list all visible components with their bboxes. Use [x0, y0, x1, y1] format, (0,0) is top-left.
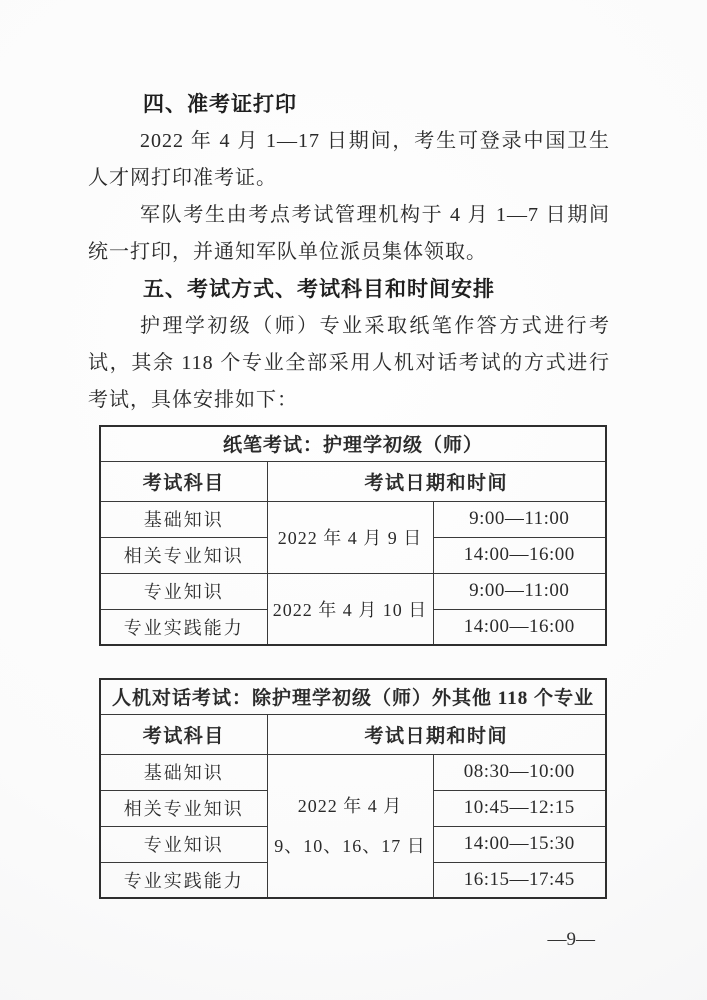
paragraph-exam-method: 护理学初级（师）专业采取纸笔作答方式进行考试，其余 118 个专业全部采用人机对话考试的方式进行考试，具体安排如下：	[88, 315, 610, 411]
page-number: —9—	[547, 929, 595, 950]
table-title: 纸笔考试：护理学初级（师）	[100, 426, 606, 461]
table-title-row	[100, 679, 606, 714]
date-cell	[267, 754, 433, 898]
column-header-subject: 考试科目	[100, 461, 267, 501]
table-header-row	[100, 461, 606, 501]
column-header-datetime: 考试日期和时间	[267, 714, 606, 754]
date-cell: 2022 年 4 月 9 日	[267, 501, 433, 573]
subject-cell: 基础知识	[100, 501, 267, 537]
subject-cell: 专业知识	[100, 573, 267, 609]
column-header-subject: 考试科目	[100, 714, 267, 754]
subject-cell: 专业实践能力	[100, 609, 267, 645]
subject-cell: 专业实践能力	[100, 862, 267, 898]
table-row	[100, 501, 606, 537]
time-cell: 9:00—11:00	[433, 573, 606, 609]
time-cell: 08:30—10:00	[433, 754, 606, 790]
table-row	[100, 754, 606, 790]
table-title: 人机对话考试：除护理学初级（师）外其他 118 个专业	[100, 679, 606, 714]
date-line-1: 2022 年 4 月	[297, 795, 403, 816]
date-line-2: 9、10、16、17 日	[274, 835, 426, 856]
table-row	[100, 573, 606, 609]
time-cell: 9:00—11:00	[433, 501, 606, 537]
time-cell: 14:00—16:00	[433, 537, 606, 573]
computer-exam-schedule-table	[99, 678, 607, 899]
column-header-datetime: 考试日期和时间	[267, 461, 606, 501]
subject-cell: 相关专业知识	[100, 790, 267, 826]
section-5-heading: 五、考试方式、考试科目和时间安排	[143, 277, 495, 301]
time-cell: 14:00—16:00	[433, 609, 606, 645]
paragraph-admission-ticket: 2022 年 4 月 1—17 日期间，考生可登录中国卫生人才网打印准考证。	[88, 130, 610, 189]
time-cell: 16:15—17:45	[433, 862, 606, 898]
section-4-heading: 四、准考证打印	[143, 92, 297, 116]
subject-cell: 相关专业知识	[100, 537, 267, 573]
table-title-row	[100, 426, 606, 461]
subject-cell: 基础知识	[100, 754, 267, 790]
subject-cell: 专业知识	[100, 826, 267, 862]
table-header-row	[100, 714, 606, 754]
time-cell: 10:45—12:15	[433, 790, 606, 826]
paragraph-military-candidates: 军队考生由考点考试管理机构于 4 月 1—7 日期间统一打印，并通知军队单位派员集体领取。	[88, 204, 610, 263]
paper-exam-schedule-table	[99, 425, 607, 646]
date-cell: 2022 年 4 月 10 日	[267, 573, 433, 645]
time-cell: 14:00—15:30	[433, 826, 606, 862]
